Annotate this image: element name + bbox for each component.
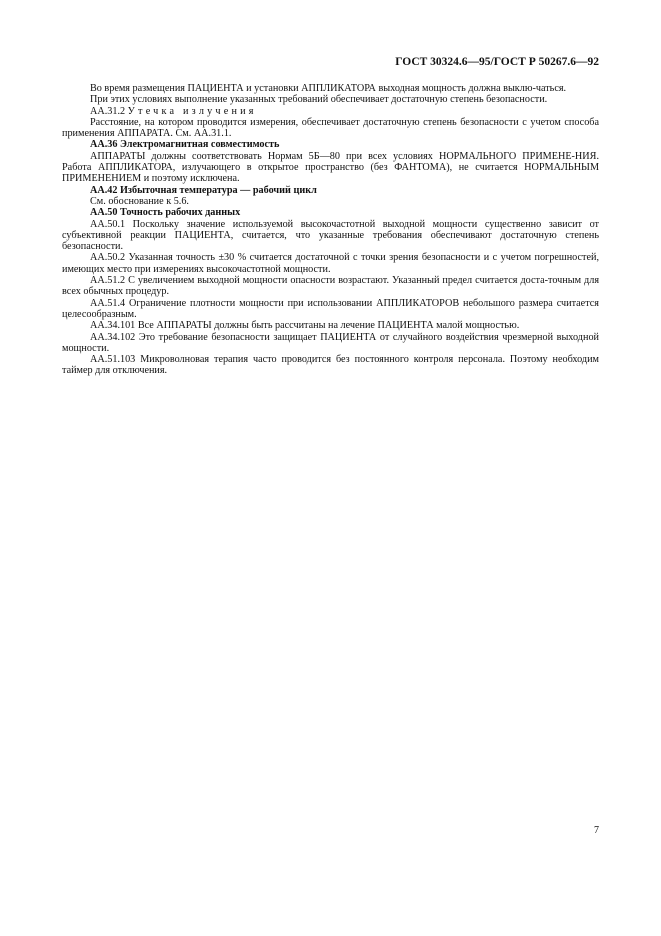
section-heading: АА.42 Избыточная температура — рабочий цикл	[90, 184, 317, 196]
paragraph: АА.50.1 Поскольку значение используемой высокочастотной выходной мощности существенно зависит от субъективной реакции ПАЦИЕНТА, считается, что указанные требования обеспечивают достаточную степень безопасности.	[62, 218, 599, 253]
subsection-title	[62, 106, 599, 117]
section-heading: АА.36 Электромагнитная совместимость	[90, 139, 280, 151]
page-number: 7	[594, 825, 599, 836]
paragraph: АА.51.2 С увеличением выходной мощности опасности возрастают. Указанный предел считается доста-точным для всех обычных процедур.	[62, 275, 599, 298]
paragraph: Расстояние, на котором проводится измерения, обеспечивает достаточную степень безопасности с учетом способа применения АППАРАТА. См. АА.31.1.	[62, 116, 599, 140]
document-header: ГОСТ 30324.6—95/ГОСТ Р 50267.6—92	[395, 56, 599, 68]
paragraph: АА.50.2 Указанная точность ±30 % считается достаточной с точки зрения безопасности и с учетом погрешностей, имеющих место при измерениях высокочастотной мощности.	[62, 252, 599, 275]
paragraph: Во время размещения ПАЦИЕНТА и установки АППЛИКАТОРА выходная мощность должна выклю-чаться.	[90, 83, 567, 94]
paragraph: АА.51.103 Микроволновая терапия часто проводится без постоянного контроля персонала. Поэтому необходим таймер для отключения.	[62, 354, 599, 377]
document-body	[62, 83, 599, 377]
subsection-spaced-title: Утечка излучения	[127, 105, 257, 117]
paragraph: АППАРАТЫ должны соответствовать Нормам 5Б—80 при всех условиях НОРМАЛЬНОГО ПРИМЕНЕ-НИЯ. Работа АППЛИКАТОРА, излучающего в открытое пространство (без ФАНТОМА), не считается НОРМАЛЬНЫМ ПРИМЕНЕНИЕМ и поэтому исключена.	[62, 150, 599, 185]
paragraph: При этих условиях выполнение указанных требований обеспечивает достаточную степень безопасности.	[90, 94, 548, 106]
paragraph: АА.34.102 Это требование безопасности защищает ПАЦИЕНТА от случайного воздействия чрезмерной выходной мощности.	[62, 331, 599, 354]
section-heading: АА.50 Точность рабочих данных	[90, 207, 241, 219]
paragraph: АА.51.4 Ограничение плотности мощности при использовании АППЛИКАТОРОВ небольшого размера считается целесообразным.	[62, 297, 599, 320]
paragraph: См. обоснование к 5.6.	[90, 195, 189, 207]
paragraph: АА.34.101 Все АППАРАТЫ должны быть рассчитаны на лечение ПАЦИЕНТА малой мощностью.	[90, 320, 520, 332]
subsection-number: АА.31.2	[90, 105, 128, 117]
